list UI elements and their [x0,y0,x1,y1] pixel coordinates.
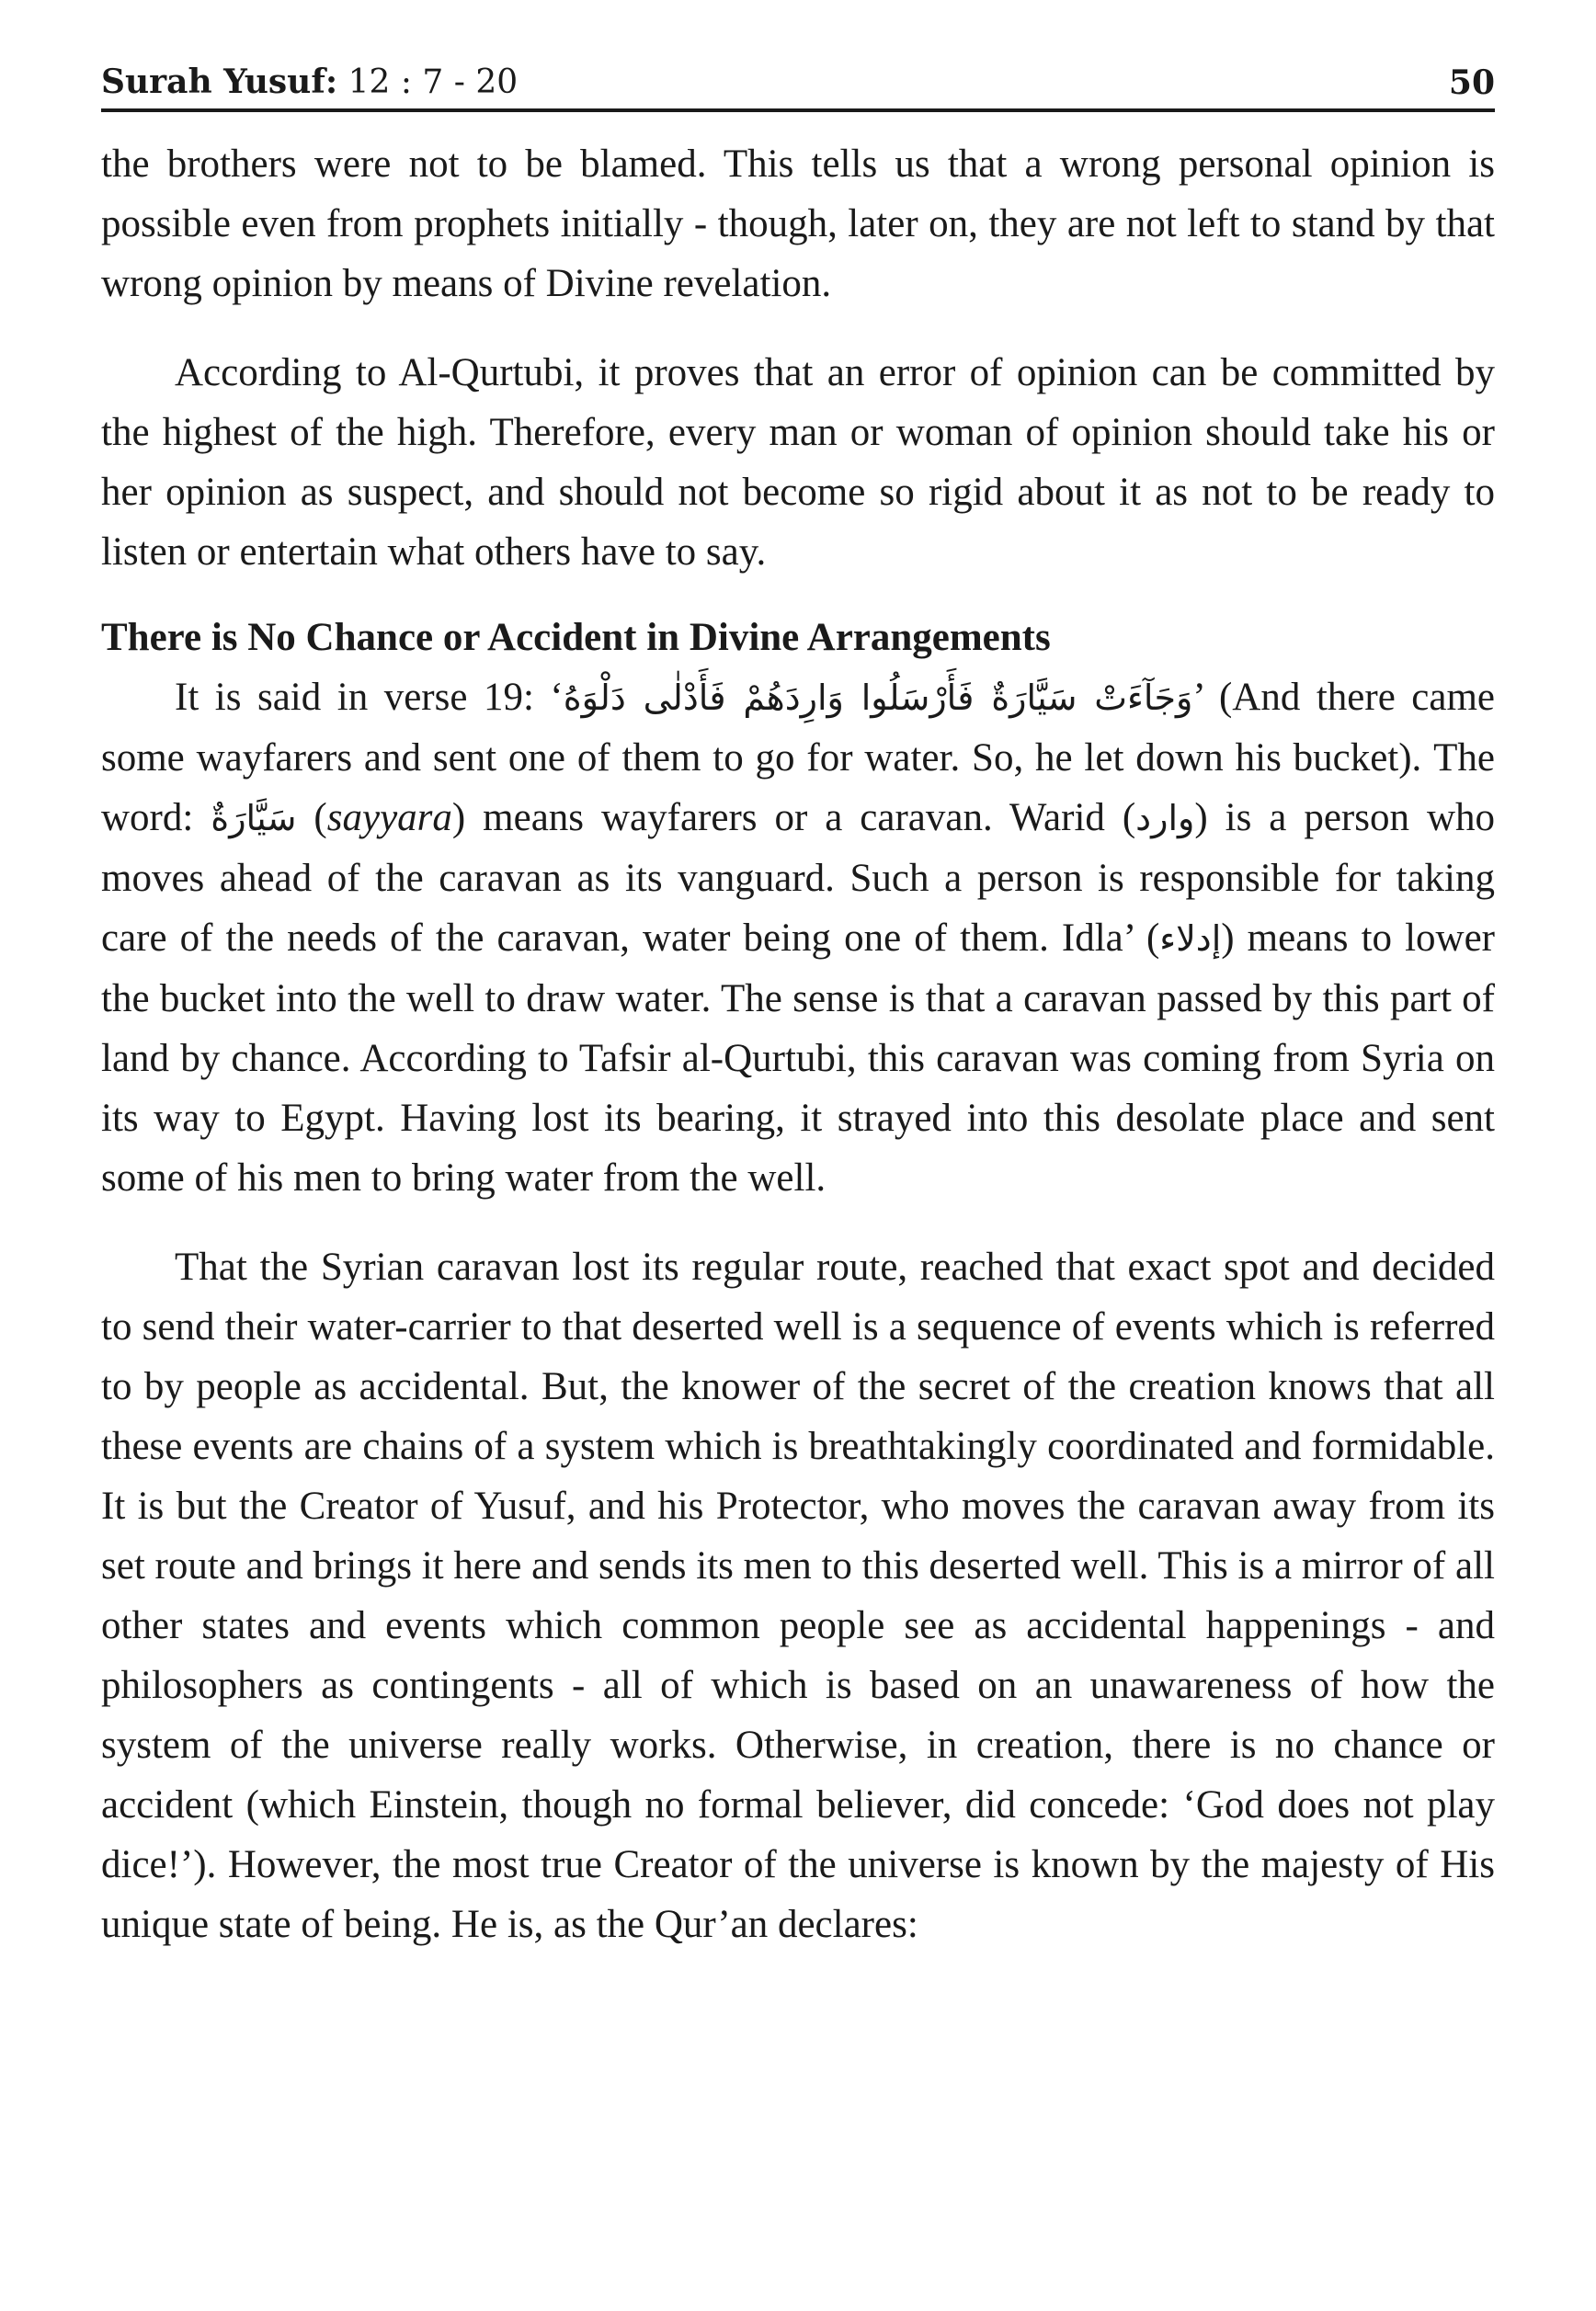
body-text [101,134,1495,1954]
verse-reference: 12 : 7 - 20 [348,63,519,101]
section-heading: There is No Chance or Accident in Divine Arrangements [101,616,1051,659]
paragraph-syrian-caravan: That the Syrian caravan lost its regular route, reached that exact spot and decided to send their water-carrier to that deserted well is a sequence of events which is referred to by people as accidental. But, the knower of the secret of the creation knows that all these events are chains of a system which is breathtakingly coordinated and formidable. It is but the Creator of Yusuf, and his Protector, who moves the caravan away from its set route and brings it here and sends its men to this deserted well. This is a mirror of all other states and events which common people see as accidental happenings - and philosophers as contingents - all of which is based on an unawareness of how the system of the universe really works. Otherwise, in creation, there is no chance or accident (which Einstein, though no formal believer, did concede: ‘God does not play dice!’). However, the most true Creator of the universe is known by the majesty of His unique state of being. He is, as the Qur’an declares: [101,1246,1495,1946]
arabic-word-sayyara: سَيَّارَةٌ [211,798,297,838]
paragraph-continued: the brothers were not to be blamed. This tells us that a wrong personal opinion is possible even from prophets initially - though, later on, they are not left to stand by that wrong opinion by means of Divine revelation. [101,142,1495,305]
surah-name: Surah Yusuf [101,63,325,101]
arabic-word-idla: إدلاء [1159,918,1222,959]
paragraph-verse-19 [101,667,1495,1208]
verse-translation-text: ’ (And there came some wayfarers and sent one of them to go for water. So, he let down his bucket). The word: [101,676,1496,839]
text-fragment: ( [296,796,327,839]
text-fragment-idla: ) is a person who moves ahead of the caravan as its vanguard. Such a person is responsible for taking care of the needs of the caravan, water being one of them. Idla’ ( [101,796,1495,960]
text-fragment-caravan: ) means to lower the bucket into the well to draw water. The sense is that a caravan passed by this part of land by chance. According to Tafsir al-Qurtubi, this caravan was coming from Syria on its way to Egypt. Having lost its bearing, it strayed into this desolate place and sent some of his men to bring water from the well. [101,916,1495,1200]
running-head [101,55,1495,103]
book-page [101,55,1495,1954]
arabic-word-warid: وارد [1135,798,1195,838]
text-fragment-warid: ) means wayfarers or a caravan. Warid ( [451,796,1136,839]
running-head-title [101,62,518,103]
header-rule [101,108,1495,112]
page-number: 50 [1448,63,1495,102]
paragraph-al-qurtubi: According to Al-Qurtubi, it proves that an error of opinion can be committed by the highest of the high. Therefore, every man or woman of opinion should take his or her opinion as suspect, and should not become so rigid about it as not to be ready to listen or entertain what others have to say. [101,351,1495,574]
surah-colon: : [325,63,338,101]
verse-intro-text: It is said in verse 19: ‘ [175,676,564,719]
arabic-verse-quote: وَجَآءَتْ سَيَّارَةٌ فَأَرْسَلُوا وَارِدَهُمْ فَأَدْلٰى دَلْوَهُ [563,677,1193,718]
transliteration-sayyara: sayyara [326,796,452,839]
